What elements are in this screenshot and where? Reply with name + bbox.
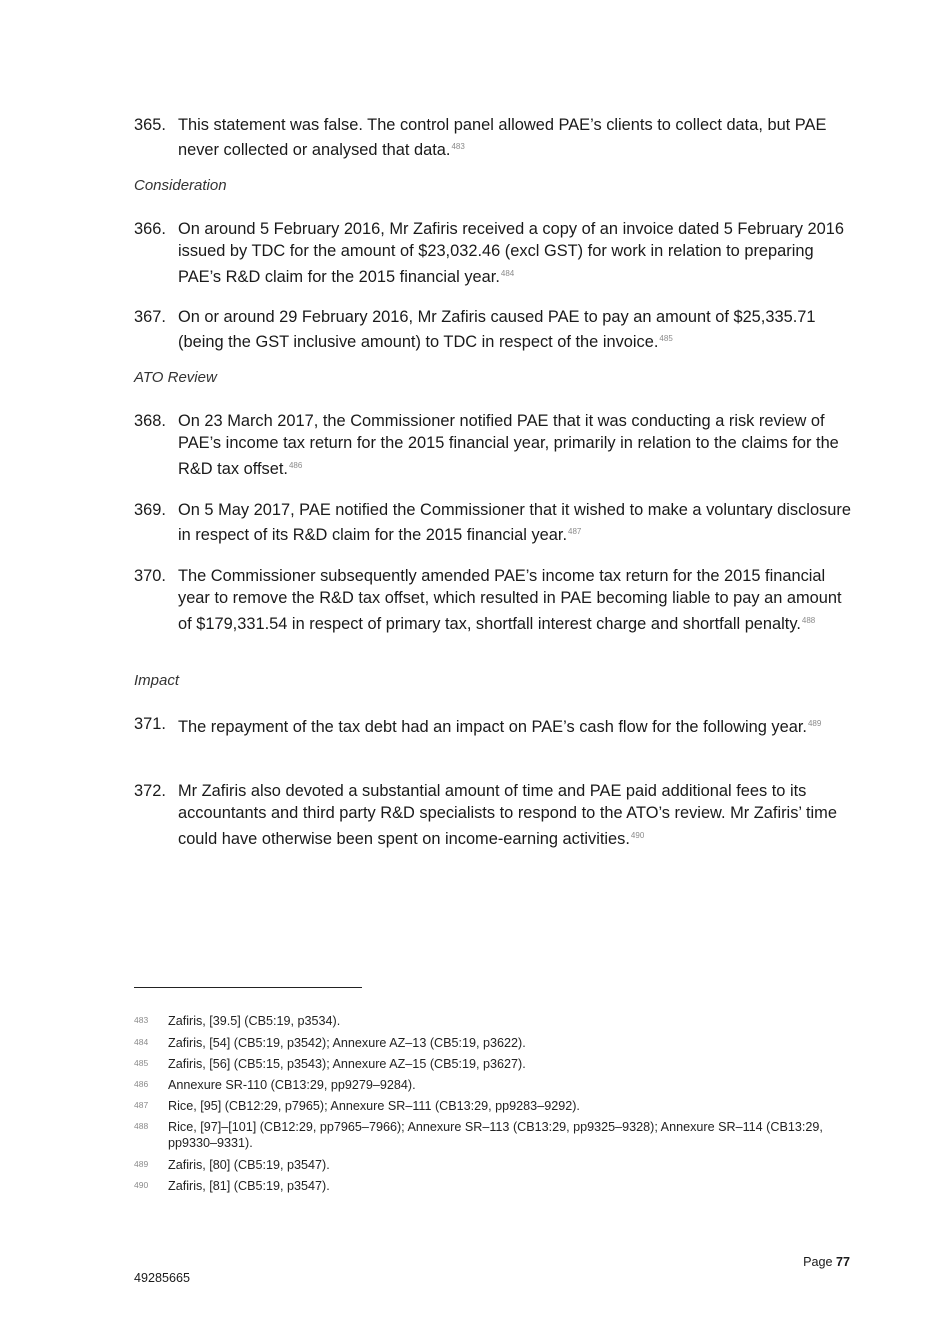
- footnote-number: 489: [134, 1159, 149, 1169]
- page-number-value: 77: [835, 1255, 850, 1269]
- footnote-489: [134, 1157, 834, 1173]
- paragraph-365: [134, 114, 854, 162]
- document-id: 49285665: [134, 1271, 191, 1285]
- paragraph-text: The Commissioner subsequently amended PAE’s income tax return for the 2015 financial year to remove the R&D tax offset, which resulted in PAE becoming liable to pay an amount of $179,331.54 in respect of primary tax, shortfall interest charge and shortfall penalty.: [178, 567, 842, 633]
- footnote-text: Rice, [97]–[101] (CB12:29, pp7965–7966); Annexure SR–113 (CB13:29, pp9325–9328); Annexure SR–114 (CB13:29, pp9330–9331).: [168, 1120, 823, 1150]
- paragraph-370: [134, 565, 854, 635]
- footnote-text: Rice, [95] (CB12:29, p7965); Annexure SR–111 (CB13:29, pp9283–9292).: [168, 1099, 580, 1113]
- paragraph-text: This statement was false. The control panel allowed PAE’s clients to collect data, but PAE never collected or analysed that data.: [178, 116, 827, 160]
- paragraph-number: 370.: [134, 567, 166, 585]
- paragraph-366: [134, 218, 854, 288]
- paragraph-text: On around 5 February 2016, Mr Zafiris received a copy of an invoice dated 5 February 2016 issued by TDC for the amount of $23,032.46 (excl GST) for work in relation to preparing PAE’s R&D claim for the 2015 financial year.: [178, 220, 845, 286]
- paragraph-number: 368.: [134, 412, 166, 430]
- page-label: Page: [803, 1255, 833, 1269]
- paragraph-number: 366.: [134, 220, 166, 238]
- footnote-490: [134, 1178, 834, 1194]
- paragraph-text: The repayment of the tax debt had an impact on PAE’s cash flow for the following year.: [178, 718, 807, 736]
- footnote-separator: [134, 987, 362, 988]
- footnote-reference[interactable]: 483: [451, 142, 465, 152]
- section-heading-impact: Impact: [134, 672, 180, 689]
- footnote-text: Zafiris, [56] (CB5:15, p3543); Annexure AZ–15 (CB5:19, p3627).: [168, 1057, 526, 1071]
- footnote-reference[interactable]: 484: [500, 268, 515, 278]
- paragraph-number: 365.: [134, 116, 166, 134]
- footnote-number: 484: [134, 1037, 149, 1047]
- footnote-485: [134, 1056, 834, 1072]
- footnote-number: 490: [134, 1180, 149, 1190]
- section-heading-ato-review: ATO Review: [134, 369, 217, 386]
- paragraph-text: On 23 March 2017, the Commissioner notified PAE that it was conducting a risk review of PAE’s income tax return for the 2015 financial year, primarily in relation to the claims for the R&D tax offset.: [178, 412, 839, 478]
- paragraph-text: On 5 May 2017, PAE notified the Commissioner that it wished to make a voluntary disclosure in respect of its R&D claim for the 2015 financial year.: [178, 501, 851, 545]
- footnote-number: 485: [134, 1058, 149, 1068]
- footnote-text: Zafiris, [54] (CB5:19, p3542); Annexure AZ–13 (CB5:19, p3622).: [168, 1036, 526, 1050]
- footnote-reference[interactable]: 487: [568, 527, 582, 537]
- footnote-488: [134, 1119, 834, 1151]
- footnote-number: 487: [134, 1100, 149, 1110]
- footnote-486: [134, 1077, 834, 1093]
- footnote-number: 483: [134, 1015, 149, 1025]
- footnote-483: [134, 1013, 834, 1029]
- paragraph-371: [134, 713, 854, 738]
- footnote-484: [134, 1035, 834, 1051]
- paragraph-text: On or around 29 February 2016, Mr Zafiris caused PAE to pay an amount of $25,335.71 (being the GST inclusive amount) to TDC in respect of the invoice.: [178, 308, 816, 352]
- paragraph-number: 367.: [134, 308, 166, 326]
- footnote-reference[interactable]: 489: [807, 719, 822, 728]
- section-heading-consideration: Consideration: [134, 177, 227, 194]
- paragraph-number: 371.: [134, 715, 166, 733]
- paragraph-372: [134, 780, 854, 850]
- footnote-text: Annexure SR-110 (CB13:29, pp9279–9284).: [168, 1078, 416, 1092]
- paragraph-text: Mr Zafiris also devoted a substantial amount of time and PAE paid additional fees to its accountants and third party R&D specialists to respond to the ATO’s review. Mr Zafiris’ time could have otherwise been spent on income-earning activities.: [178, 782, 837, 848]
- footnote-text: Zafiris, [81] (CB5:19, p3547).: [168, 1179, 330, 1193]
- footnote-text: Zafiris, [80] (CB5:19, p3547).: [168, 1158, 330, 1172]
- footnote-reference[interactable]: 490: [630, 830, 645, 840]
- footnote-reference[interactable]: 485: [659, 334, 673, 344]
- paragraph-368: [134, 410, 854, 480]
- page-number: [803, 1255, 850, 1269]
- paragraph-number: 369.: [134, 501, 166, 519]
- footnote-reference[interactable]: 488: [801, 615, 816, 625]
- paragraph-369: [134, 499, 854, 547]
- footnote-487: [134, 1098, 834, 1114]
- footnote-number: 486: [134, 1079, 149, 1089]
- footnote-number: 488: [134, 1121, 149, 1131]
- footnote-text: Zafiris, [39.5] (CB5:19, p3534).: [168, 1014, 341, 1028]
- footnote-reference[interactable]: 486: [288, 460, 303, 470]
- paragraph-367: [134, 306, 854, 354]
- paragraph-number: 372.: [134, 782, 166, 800]
